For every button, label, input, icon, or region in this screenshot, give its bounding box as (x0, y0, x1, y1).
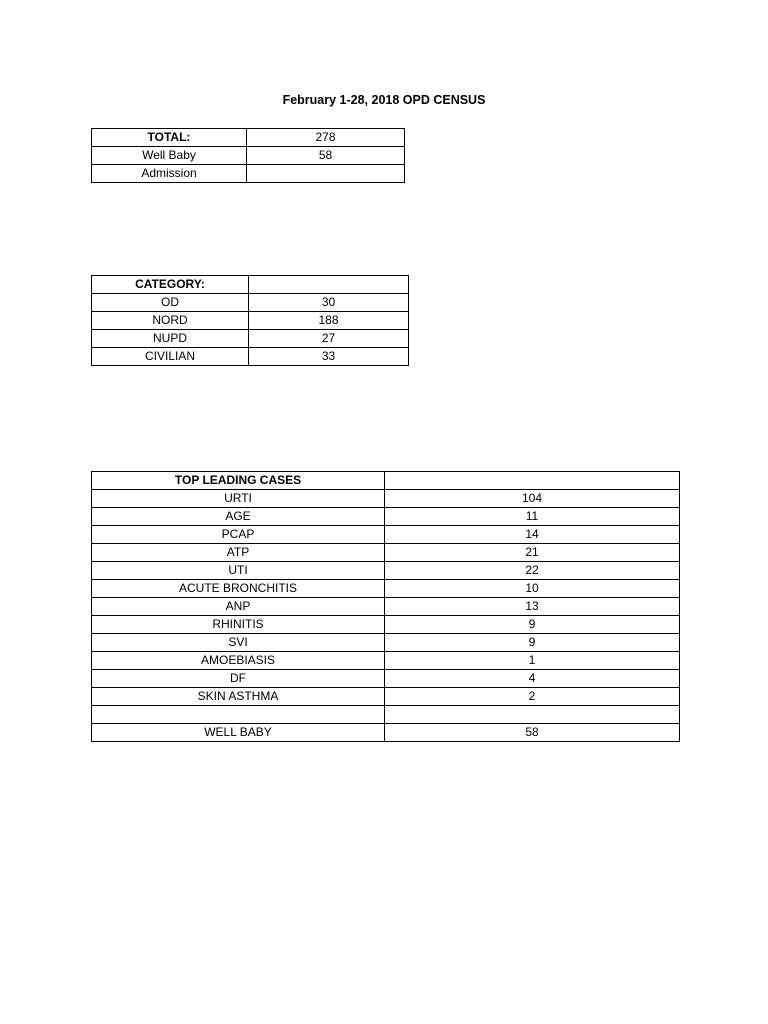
table-row (92, 129, 405, 147)
category-table (91, 275, 409, 366)
case-label: ANP (92, 598, 385, 616)
table-row (92, 544, 680, 562)
table-row (92, 670, 680, 688)
case-label: DF (92, 670, 385, 688)
case-count: 4 (385, 670, 680, 688)
table-row (92, 598, 680, 616)
total-value: 278 (247, 129, 405, 147)
table-row (92, 147, 405, 165)
table-header-row (92, 472, 680, 490)
case-count: 9 (385, 634, 680, 652)
table-row (92, 294, 409, 312)
case-count: 58 (385, 724, 680, 742)
case-label: RHINITIS (92, 616, 385, 634)
cases-header-value (385, 472, 680, 490)
table-row (92, 508, 680, 526)
case-label: WELL BABY (92, 724, 385, 742)
case-label: AGE (92, 508, 385, 526)
leading-cases-table (91, 471, 680, 742)
case-label: SVI (92, 634, 385, 652)
table-row (92, 724, 680, 742)
category-label: OD (92, 294, 249, 312)
category-value: 30 (249, 294, 409, 312)
category-value: 27 (249, 330, 409, 348)
case-count: 21 (385, 544, 680, 562)
case-label: URTI (92, 490, 385, 508)
case-label: AMOEBIASIS (92, 652, 385, 670)
category-value: 33 (249, 348, 409, 366)
total-label: TOTAL: (92, 129, 247, 147)
category-value: 188 (249, 312, 409, 330)
table-row (92, 490, 680, 508)
case-count: 2 (385, 688, 680, 706)
document-title: February 1-28, 2018 OPD CENSUS (282, 93, 486, 107)
case-count: 104 (385, 490, 680, 508)
case-count: 9 (385, 616, 680, 634)
case-count: 10 (385, 580, 680, 598)
table-row (92, 688, 680, 706)
table-row (92, 312, 409, 330)
table-row (92, 165, 405, 183)
table-row (92, 348, 409, 366)
case-label: UTI (92, 562, 385, 580)
case-label: ACUTE BRONCHITIS (92, 580, 385, 598)
case-count: 22 (385, 562, 680, 580)
category-label: NUPD (92, 330, 249, 348)
category-header-label: CATEGORY: (92, 276, 249, 294)
case-label: PCAP (92, 526, 385, 544)
well-baby-value: 58 (247, 147, 405, 165)
table-row (92, 330, 409, 348)
cases-header-label: TOP LEADING CASES (92, 472, 385, 490)
case-label (92, 706, 385, 724)
case-count (385, 706, 680, 724)
case-label: ATP (92, 544, 385, 562)
table-row (92, 526, 680, 544)
category-header-value (249, 276, 409, 294)
table-row (92, 580, 680, 598)
table-row (92, 562, 680, 580)
category-label: CIVILIAN (92, 348, 249, 366)
table-row (92, 652, 680, 670)
case-count: 11 (385, 508, 680, 526)
category-label: NORD (92, 312, 249, 330)
case-count: 1 (385, 652, 680, 670)
admission-label: Admission (92, 165, 247, 183)
totals-table (91, 128, 405, 183)
case-count: 13 (385, 598, 680, 616)
table-row-empty (92, 706, 680, 724)
admission-value (247, 165, 405, 183)
table-row (92, 634, 680, 652)
table-header-row (92, 276, 409, 294)
case-label: SKIN ASTHMA (92, 688, 385, 706)
well-baby-label: Well Baby (92, 147, 247, 165)
table-row (92, 616, 680, 634)
case-count: 14 (385, 526, 680, 544)
